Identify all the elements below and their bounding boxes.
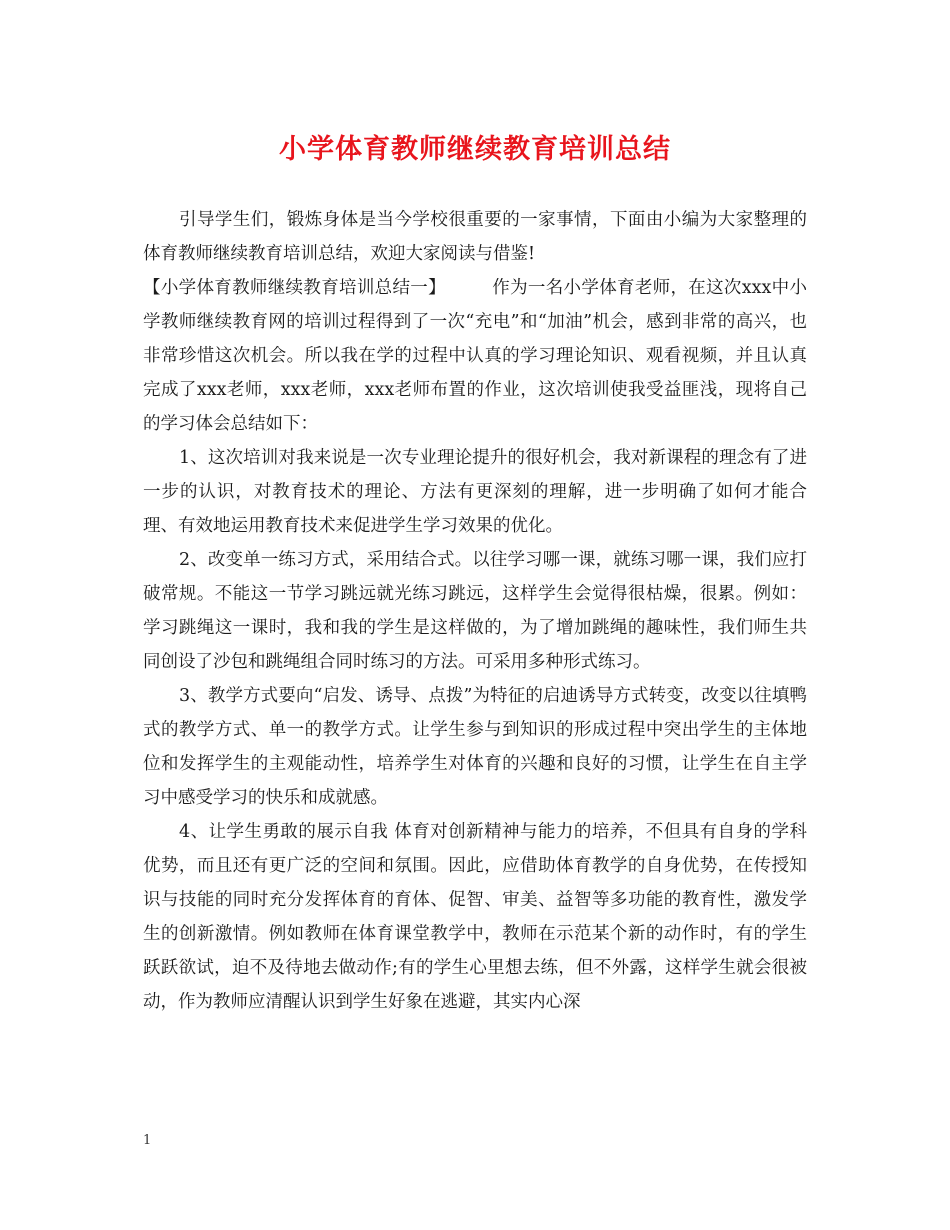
intro-paragraph: 引导学生们，锻炼身体是当今学校很重要的一家事情，下面由小编为大家整理的体育教师继续教育培训总结，欢迎大家阅读与借鉴! [143,210,807,264]
point-paragraph-3: 3、教学方式要向“启发、诱导、点拨”为特征的启迪诱导方式转变，改变以往填鸭式的教学方式、单一的教学方式。让学生参与到知识的形成过程中突出学生的主体地位和发挥学生的主观能动性，培养学生对体育的兴趣和良好的习惯，让学生在自主学习中感受学习的快乐和成就感。 [143,686,807,808]
section-paragraph [143,271,807,441]
point-paragraph-2: 2、改变单一练习方式，采用结合式。以往学习哪一课，就练习哪一课，我们应打破常规。不能这一节学习跳远就光练习跳远，这样学生会觉得很枯燥，很累。例如：学习跳绳这一课时，我和我的学生是这样做的，为了增加跳绳的趣味性，我们师生共同创设了沙包和跳绳组合同时练习的方法。可采用多种形式练习。 [143,550,807,672]
page-number: 1 [143,1133,152,1148]
document-title: 小学体育教师继续教育培训总结 [279,134,671,165]
point-paragraph-4: 4、让学生勇敢的展示自我 体育对创新精神与能力的培养，不但具有自身的学科优势，而且还有更广泛的空间和氛围。因此，应借助体育教学的自身优势，在传授知识与技能的同时充分发挥体育的育体、促智、审美、益智等多功能的教育性，激发学生的创新激情。例如教师在体育课堂教学中，教师在示范某个新的动作时，有的学生跃跃欲试，迫不及待地去做动作;有的学生心里想去练，但不外露，这样学生就会很被动，作为教师应清醒认识到学生好象在逃避，其实内心深 [143,822,807,1012]
section-heading: 【小学体育教师继续教育培训总结一】 [143,278,446,298]
point-paragraph-1: 1、这次培训对我来说是一次专业理论提升的很好机会，我对新课程的理念有了进一步的认识，对教育技术的理论、方法有更深刻的理解，进一步明确了如何才能合理、有效地运用教育技术来促进学生学习效果的优化。 [143,448,807,536]
section-lead-text: 作为一名小学体育老师，在这次xxx中小学教师继续教育网的培训过程得到了一次“充电”和“加油”机会，感到非常的高兴，也非常珍惜这次机会。所以我在学的过程中认真的学习理论知识、观看视频，并且认真完成了xxx老师，xxx老师，xxx老师布置的作业，这次培训使我受益匪浅，现将自己的学习体会总结如下： [143,278,808,434]
document-body [143,203,807,1019]
